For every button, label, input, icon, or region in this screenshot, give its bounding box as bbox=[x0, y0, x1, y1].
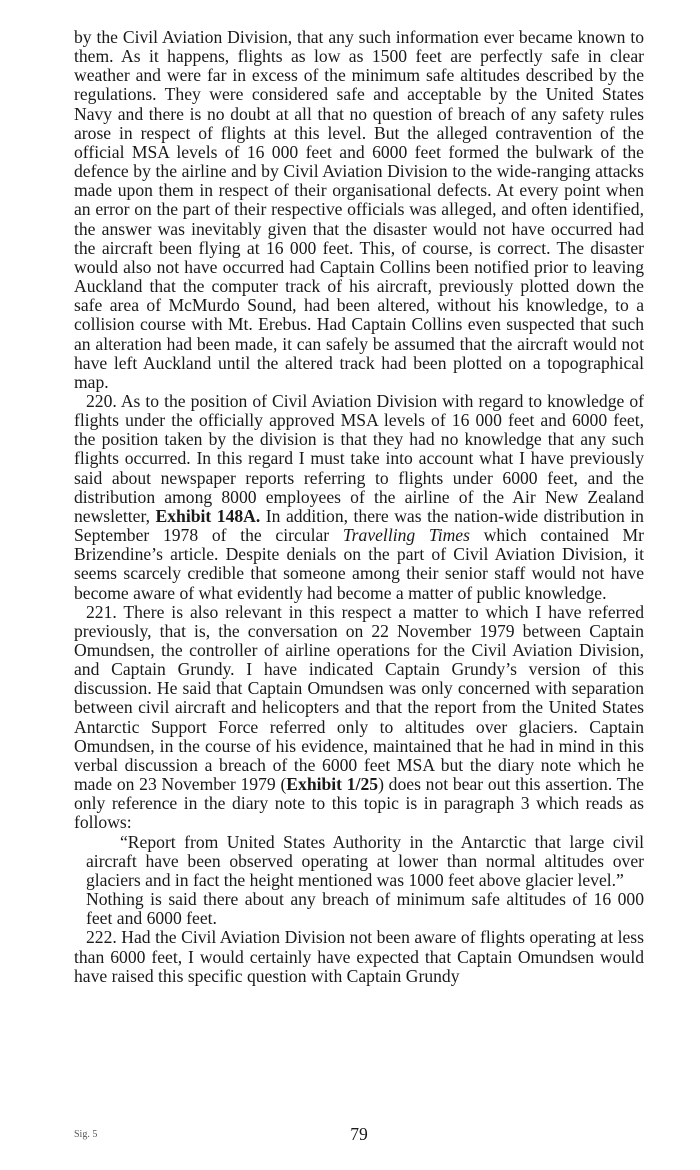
signature-mark: Sig. 5 bbox=[74, 1129, 98, 1140]
document-body bbox=[74, 28, 644, 986]
paragraph-220-text-2: In addition, there was the nation-wide distribution in September 1978 of the circular bbox=[74, 505, 644, 546]
paragraph-221-text-2: ) does not bear out this assertion. The only reference in the diary note to this topic is in paragraph 3 which reads as follows: bbox=[74, 774, 644, 833]
paragraph-221 bbox=[74, 603, 644, 833]
page-number: 79 bbox=[350, 1124, 368, 1144]
exhibit-1-25-reference: Exhibit 1/25 bbox=[286, 774, 379, 795]
paragraph-220-text-1: 220. As to the position of Civil Aviation Division with regard to knowledge of flights under the officially approved MSA levels of 16 000 feet and 6000 feet, the position taken by the division is that they had no knowledge that any such flights occurred. In this regard I must take into account what I have previously said about newspaper reports referring to flights under 6000 feet, and the distribution among 8000 employees of the airline of the Air New Zealand newsletter, bbox=[74, 390, 644, 526]
page-footer bbox=[74, 1124, 644, 1148]
paragraph-221-text-1: 221. There is also relevant in this respect a matter to which I have referred previously, that is, the conversation on 22 November 1979 between Captain Omundsen, the controller of airline operations for the Civil Aviation Division, and Captain Grundy. I have indicated Captain Grundy’s version of this discussion. He said that Captain Omundsen was only concerned with separation between civil aircraft and helicopters and that the report from the United States Antarctic Support Force referred only to altitudes over glaciers. Captain Omundsen, in the course of his evidence, maintained that he had in mind in this verbal discussion a breach of the 6000 feet MSA but the diary note which he made on 23 November 1979 ( bbox=[74, 601, 644, 795]
exhibit-148a-reference: Exhibit 148A. bbox=[155, 505, 261, 526]
paragraph-222: 222. Had the Civil Aviation Division not been aware of flights operating at less than 6000 feet, I would certainly have expected that Captain Omundsen would have raised this specific question with Captain Grundy bbox=[74, 927, 644, 986]
paragraph-nothing-said: Nothing is said there about any breach of minimum safe altitudes of 16 000 feet and 6000 feet. bbox=[86, 889, 644, 929]
diary-note-quotation: “Report from United States Authority in the Antarctic that large civil aircraft have been observed operating at lower than normal altitudes over glaciers and in fact the height mentioned was 1000 feet above glacier level.” bbox=[86, 831, 644, 890]
paragraph-continued: by the Civil Aviation Division, that any such information ever became known to them. As it happens, flights as low as 1500 feet are perfectly safe in clear weather and were far in excess of the minimum safe altitudes described by the regulations. They were considered safe and acceptable by the United States Navy and there is no doubt at all that no question of breach of any safety rules arose in respect of flights at this level. But the alleged contravention of the official MSA levels of 16 000 feet and 6000 feet formed the bulwark of the defence by the airline and by Civil Aviation Division to the wide-ranging attacks made upon them in respect of their organisational defects. At every point when an error on the part of their respective officials was alleged, and often identified, the answer was inevitably given that the disaster would not have occurred had the aircraft been flying at 16 000 feet. This, of course, is correct. The disaster would also not have occurred had Captain Collins been notified prior to leaving Auckland that the computer track of his aircraft, previously plotted down the safe area of McMurdo Sound, had been altered, without his knowledge, to a collision course with Mt. Erebus. Had Captain Collins even suspected that such an alteration had been made, it can safely be assumed that the aircraft would not have left Auckland until the altered track had been plotted on a topographical map. bbox=[74, 27, 644, 392]
paragraph-220 bbox=[74, 392, 644, 603]
paragraph-220-text-3: which contained Mr Brizendine’s article. Despite denials on the part of Civil Aviation Division, it seems scarcely credible that someone among their senior staff would not have become aware of what evidently had become a matter of public knowledge. bbox=[74, 525, 644, 603]
travelling-times-title: Travelling Times bbox=[342, 525, 470, 546]
